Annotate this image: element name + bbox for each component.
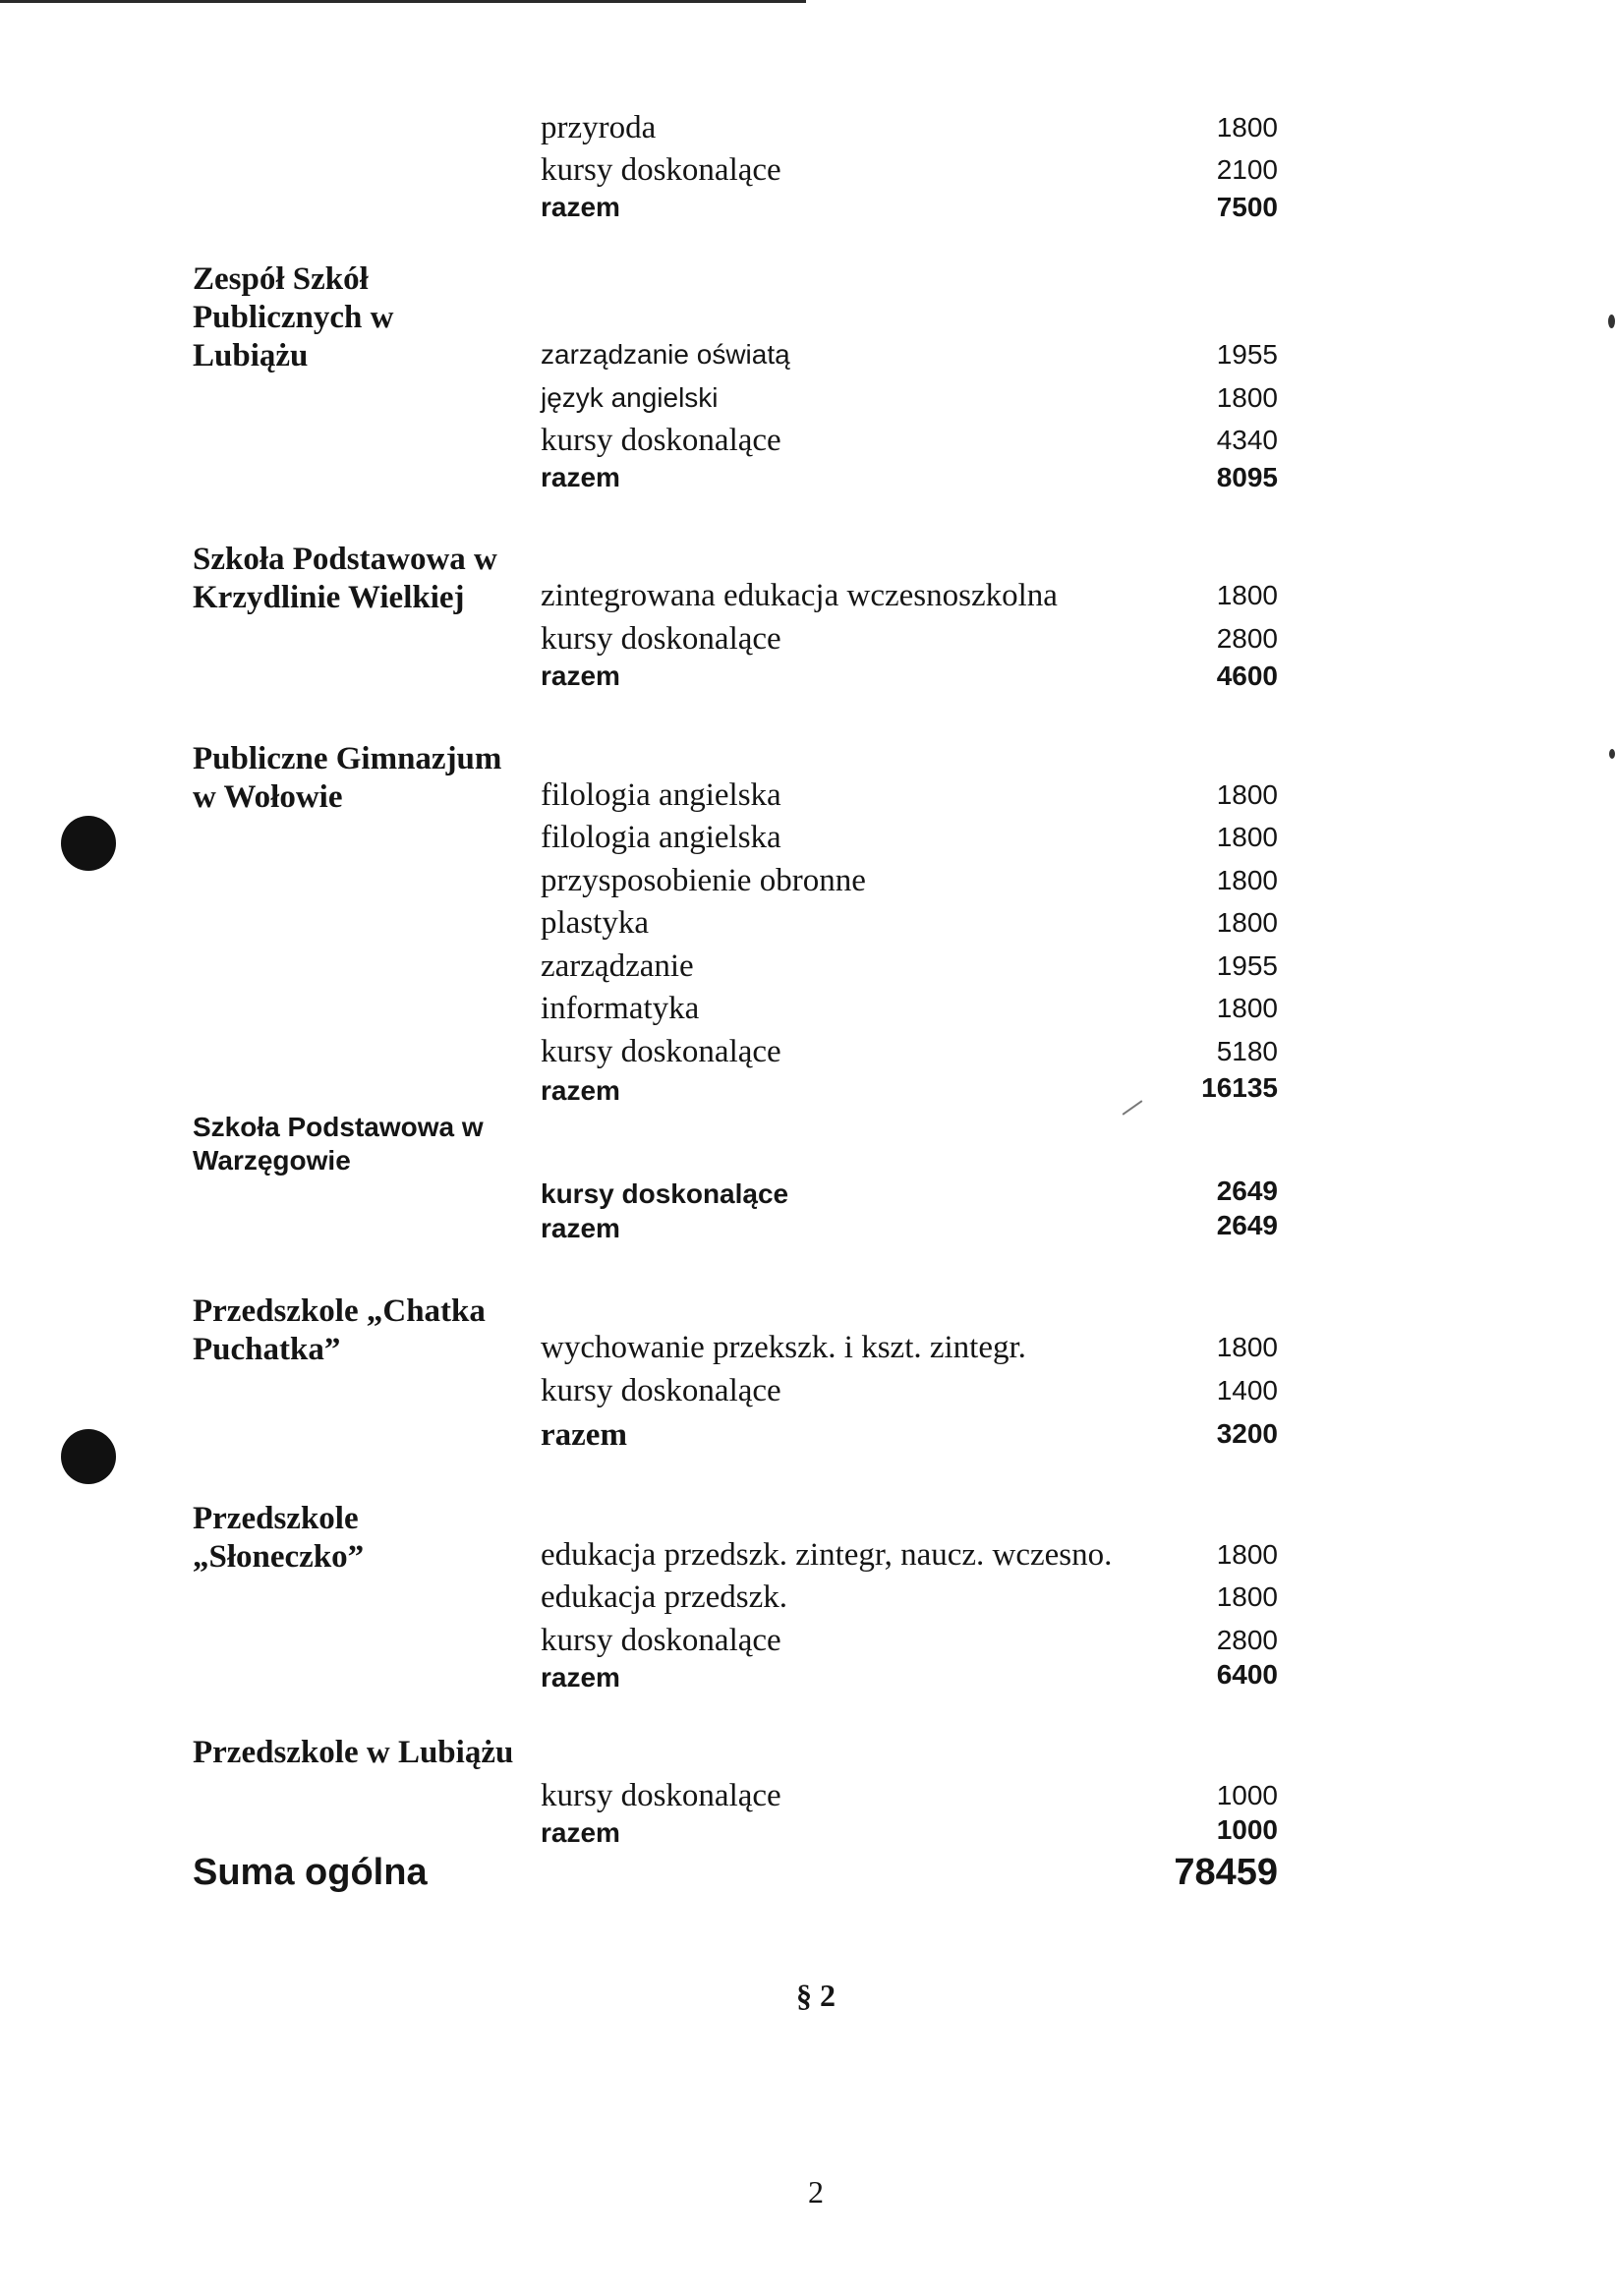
item-label: plastyka	[541, 905, 649, 941]
total-amount: 6400	[1216, 1659, 1278, 1690]
institution-name: Publiczne Gimnazjum w Wołowie	[193, 741, 502, 815]
item-label: kursy doskonalące	[541, 621, 781, 657]
item-amount: 5180	[1216, 1036, 1278, 1066]
section-mark: § 2	[796, 1978, 836, 2013]
item-label: zintegrowana edukacja wczesnoszkolna	[541, 578, 1058, 613]
item-amount: 1800	[1216, 1332, 1278, 1362]
item-amount: 2100	[1216, 154, 1278, 185]
item-label: kursy doskonalące	[541, 423, 781, 458]
punch-hole-lower	[61, 1429, 116, 1484]
total-amount: 7500	[1216, 192, 1278, 222]
total-label: razem	[541, 1213, 620, 1243]
item-label: wychowanie przekszk. i kszt. zintegr.	[541, 1330, 1026, 1365]
item-label: przyroda	[541, 110, 657, 145]
institution-name: Przedszkole w Lubiążu	[193, 1735, 514, 1770]
total-amount: 4600	[1216, 660, 1278, 691]
item-label: edukacja przedszk.	[541, 1579, 788, 1615]
item-label: zarządzanie oświatą	[541, 339, 790, 370]
total-label: razem	[541, 192, 620, 222]
institution-name: Szkoła Podstawowa w Krzydlinie Wielkiej	[193, 542, 497, 615]
item-label: kursy doskonalące	[541, 1178, 789, 1209]
item-amount: 2649	[1216, 1176, 1278, 1206]
institution-name: Przedszkole „Chatka Puchatka”	[193, 1293, 486, 1367]
item-amount: 1400	[1216, 1375, 1278, 1406]
item-amount: 1800	[1216, 993, 1278, 1023]
item-label: filologia angielska	[541, 820, 781, 855]
item-label: kursy doskonalące	[541, 1034, 781, 1069]
item-label: przysposobienie obronne	[541, 863, 866, 898]
scan-speck	[1608, 315, 1615, 328]
total-label: razem	[541, 462, 620, 492]
item-amount: 1800	[1216, 1539, 1278, 1570]
total-label: razem	[541, 1075, 620, 1106]
institution-name: Przedszkole „Słoneczko”	[193, 1501, 365, 1575]
total-amount: 2649	[1216, 1210, 1278, 1240]
item-label: kursy doskonalące	[541, 1778, 781, 1813]
item-amount: 1800	[1216, 907, 1278, 938]
item-amount: 1800	[1216, 822, 1278, 852]
punch-hole-upper	[61, 816, 116, 871]
item-amount: 1955	[1216, 950, 1278, 981]
item-label: filologia angielska	[541, 777, 781, 813]
grand-total-label: Suma ogólna	[193, 1852, 428, 1893]
item-amount: 1800	[1216, 382, 1278, 413]
total-label: razem	[541, 660, 620, 691]
total-label: razem	[541, 1417, 627, 1453]
total-amount: 3200	[1216, 1418, 1278, 1449]
item-amount: 4340	[1216, 425, 1278, 455]
item-amount: 1800	[1216, 1581, 1278, 1612]
page-number: 2	[808, 2174, 824, 2210]
item-label: kursy doskonalące	[541, 152, 781, 188]
institution-name: Zespół Szkół Publicznych w Lubiążu	[193, 261, 394, 373]
total-amount: 16135	[1201, 1072, 1278, 1103]
total-amount: 1000	[1216, 1814, 1278, 1845]
total-label: razem	[541, 1817, 620, 1848]
item-amount: 2800	[1216, 623, 1278, 654]
institution-name: Szkoła Podstawowa w Warzęgowie	[193, 1112, 484, 1176]
item-label: kursy doskonalące	[541, 1373, 781, 1408]
item-label: zarządzanie	[541, 948, 694, 984]
item-amount: 1800	[1216, 865, 1278, 895]
item-amount: 1800	[1216, 580, 1278, 610]
item-amount: 1000	[1216, 1780, 1278, 1810]
grand-total-value: 78459	[1174, 1852, 1278, 1893]
item-label: język angielski	[541, 382, 719, 413]
scan-speck	[1609, 749, 1615, 759]
item-amount: 1955	[1216, 339, 1278, 370]
item-label: informatyka	[541, 991, 700, 1026]
item-amount: 1800	[1216, 112, 1278, 143]
item-amount: 2800	[1216, 1625, 1278, 1655]
item-amount: 1800	[1216, 779, 1278, 810]
item-label: kursy doskonalące	[541, 1623, 781, 1658]
total-amount: 8095	[1216, 462, 1278, 492]
scan-top-edge	[0, 0, 806, 3]
total-label: razem	[541, 1662, 620, 1693]
item-label: edukacja przedszk. zintegr, naucz. wczesno.	[541, 1537, 1113, 1573]
